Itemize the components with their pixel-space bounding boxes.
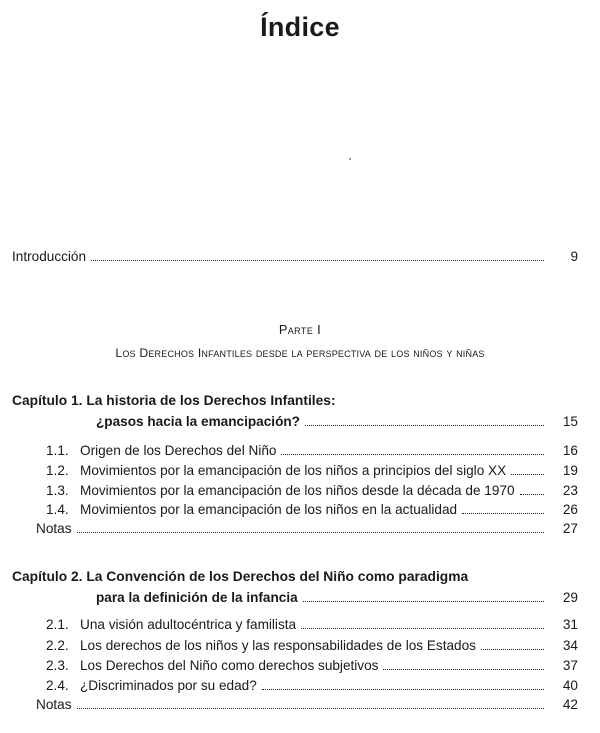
toc-entry-label: Movimientos por la emancipación de los niños a principios del siglo XX [80, 463, 507, 478]
toc-entry-label: Movimientos por la emancipación de los niños desde la década de 1970 [80, 483, 515, 498]
toc-entry-label: Introducción [12, 249, 87, 264]
dot-leader [481, 649, 544, 650]
toc-page-number: 9 [570, 249, 578, 264]
section-number: 2.4. [46, 678, 69, 693]
toc-page-number: 34 [562, 638, 578, 653]
section-number: 1.4. [46, 502, 69, 517]
toc-entry-label: Una visión adultocéntrica y familista [80, 617, 297, 632]
section-number: 2.2. [46, 638, 69, 653]
dot-leader [262, 689, 544, 690]
dot-leader [511, 474, 544, 475]
section-number: 1.1. [46, 443, 69, 458]
toc-entry-1-4[interactable] [46, 500, 578, 518]
chapter-2-heading[interactable] [12, 569, 468, 584]
chapter-number: Capítulo 1. [12, 393, 83, 408]
page-title: Índice [260, 12, 340, 42]
toc-page-number: 26 [562, 502, 578, 517]
toc-entry-label: Origen de los Derechos del Niño [80, 443, 277, 458]
toc-entry-1-1[interactable] [46, 441, 578, 459]
chapter-1-title-line2[interactable] [96, 412, 578, 430]
chapter-2-title-line2[interactable] [96, 588, 578, 606]
toc-entry-1-3[interactable] [46, 481, 578, 499]
dot-leader [281, 454, 544, 455]
chapter-title-line1: La Convención de los Derechos del Niño como paradigma [86, 569, 469, 584]
toc-entry-label: Notas [36, 697, 72, 712]
chapter-title-line2: ¿pasos hacia la emancipación? [96, 414, 300, 429]
section-number: 2.1. [46, 617, 69, 632]
dot-leader [305, 425, 544, 426]
section-number: 1.3. [46, 483, 69, 498]
toc-page-number: 23 [562, 483, 578, 498]
toc-page-number: 42 [562, 697, 578, 712]
toc-entry-2-1[interactable] [46, 615, 578, 633]
toc-page-number: 31 [562, 617, 578, 632]
dot-leader [77, 708, 544, 709]
toc-entry-label: Movimientos por la emancipación de los niños en la actualidad [80, 502, 458, 517]
toc-page-number: 27 [562, 521, 578, 536]
dot-leader [520, 494, 544, 495]
toc-page-number: 40 [562, 678, 578, 693]
toc-page-number: 29 [562, 590, 578, 605]
toc-entry-label: ¿Discriminados por su edad? [80, 678, 257, 693]
section-number: 2.3. [46, 658, 69, 673]
toc-entry-1-2[interactable] [46, 461, 578, 479]
chapter-title-line1: La historia de los Derechos Infantiles: [86, 393, 336, 408]
chapter-title-line2: para la definición de la infancia [96, 590, 298, 605]
toc-entry-label: Los derechos de los niños y las responsabilidades de los Estados [80, 638, 476, 653]
toc-page-number: 19 [562, 463, 578, 478]
dot-leader [77, 532, 544, 533]
toc-entry-label: Notas [36, 521, 72, 536]
dot-leader [303, 601, 544, 602]
toc-entry-2-2[interactable] [46, 636, 578, 654]
chapter-number: Capítulo 2. [12, 569, 83, 584]
toc-page-number: 37 [562, 658, 578, 673]
dot-leader [383, 669, 544, 670]
dot-leader [301, 628, 544, 629]
toc-entry-notes-2[interactable] [36, 695, 578, 713]
dot-leader [462, 513, 544, 514]
toc-entry-notes-1[interactable] [36, 519, 578, 537]
dot-leader [91, 260, 544, 261]
chapter-1-heading[interactable] [12, 393, 336, 408]
toc-entry-introduction[interactable] [12, 247, 578, 265]
part-title: Parte I [278, 322, 322, 337]
part-subtitle: Los Derechos Infantiles desde la perspectiva de los niños y niñas [115, 346, 485, 360]
toc-entry-2-4[interactable] [46, 676, 578, 694]
toc-page-number: 15 [562, 414, 578, 429]
toc-page-number: 16 [562, 443, 578, 458]
toc-entry-label: Los Derechos del Niño como derechos subjetivos [80, 658, 379, 673]
toc-entry-2-3[interactable] [46, 656, 578, 674]
section-number: 1.2. [46, 463, 69, 478]
print-speck [349, 158, 351, 160]
